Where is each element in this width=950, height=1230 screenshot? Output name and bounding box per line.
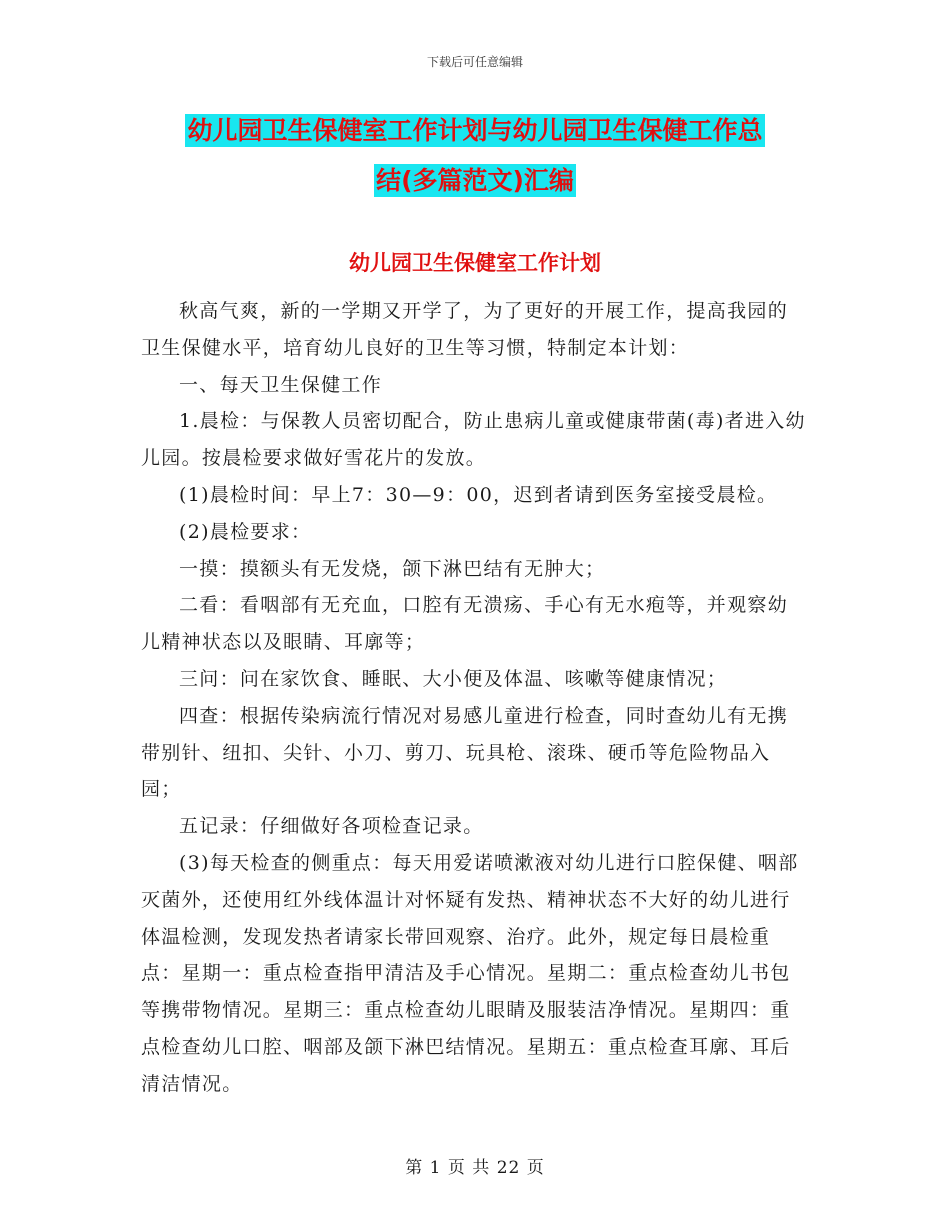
title-line-2: 结(多篇范文)汇编 xyxy=(376,166,574,195)
paragraph: 一、每天卫生保健工作 xyxy=(179,373,383,396)
document-title xyxy=(110,106,840,206)
page-header: 下载后可任意编辑 xyxy=(426,55,523,69)
section-title: 幼儿园卫生保健室工作计划 xyxy=(349,251,601,275)
document-body xyxy=(141,293,807,1103)
page-footer: 第 1 页 共 22 页 xyxy=(405,1158,545,1178)
paragraph: 秋高气爽，新的一学期又开学了，为了更好的开展工作，提高我园的卫生保健水平，培育幼儿良好的卫生等习惯，特制定本计划： xyxy=(141,300,789,359)
paragraph: 四查：根据传染病流行情况对易感儿童进行检查，同时查幼儿有无携带别针、纽扣、尖针、小刀、剪刀、玩具枪、滚珠、硬币等危险物品入园； xyxy=(141,704,789,801)
paragraph: 三问：问在家饮食、睡眠、大小便及体温、咳嗽等健康情况； xyxy=(179,667,728,690)
paragraph: 二看：看咽部有无充血，口腔有无溃疡、手心有无水疱等，并观察幼儿精神状态以及眼睛、耳廓等； xyxy=(141,594,789,654)
paragraph: (2)晨检要求： xyxy=(179,520,312,543)
paragraph: 五记录：仔细做好各项检查记录。 xyxy=(179,815,484,838)
title-line-1: 幼儿园卫生保健室工作计划与幼儿园卫生保健工作总 xyxy=(187,116,763,145)
paragraph: 1.晨检：与保教人员密切配合，防止患病儿童或健康带菌(毒)者进入幼儿园。按晨检要求做好雪花片的发放。 xyxy=(141,410,806,470)
paragraph: 一摸：摸额头有无发烧，颌下淋巴结有无肿大； xyxy=(179,557,606,580)
paragraph: (3)每天检查的侧重点：每天用爱诺喷漱液对幼儿进行口腔保健、咽部灭菌外，还使用红外线体温计对怀疑有发热、精神状态不大好的幼儿进行体温检测，发现发热者请家长带回观察、治疗。此外，规定每日晨检重点：星期一：重点检查指甲清洁及手心情况。星期二：重点检查幼儿书包等携带物情况。星期三：重点检查幼儿眼睛及服装洁净情况。星期四：重点检查幼儿口腔、咽部及颌下淋巴结情况。星期五：重点检查耳廓、耳后清洁情况。 xyxy=(141,851,799,1095)
paragraph: (1)晨检时间：早上7：30—9：00，迟到者请到医务室接受晨检。 xyxy=(179,483,778,506)
